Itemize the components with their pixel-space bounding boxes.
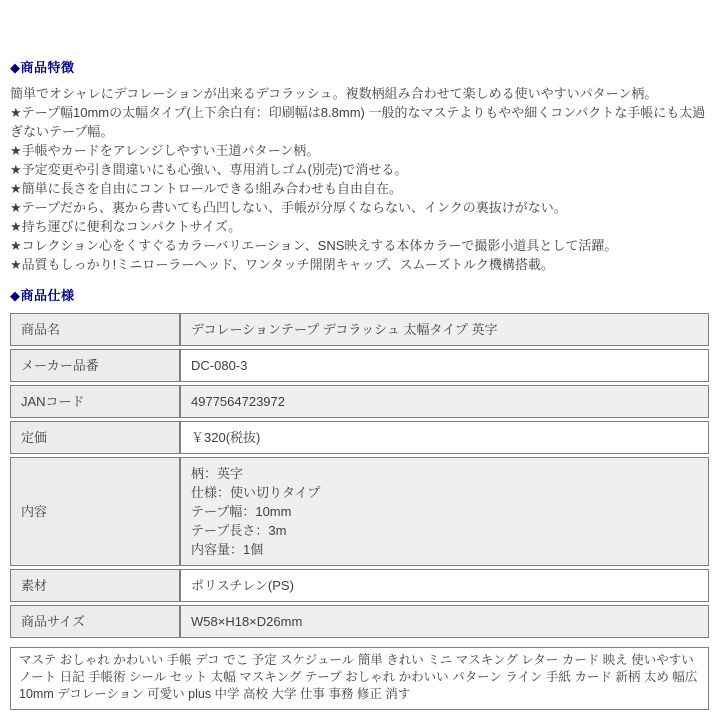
spec-label: JANコード [10,385,180,418]
table-row [10,349,709,382]
spec-label: 内容 [10,457,180,566]
feature-item: ★テープ幅10mmの太幅タイプ(上下余白有：印刷幅は8.8mm) 一般的なマステよりもやや細くコンパクトな手帳にも太過ぎないテープ幅。 [10,105,706,139]
feature-item: ★手帳やカードをアレンジしやすい王道パターン柄。 [10,143,320,158]
table-row [10,605,709,638]
spec-value: デコレーションテープ デコラッシュ 太幅タイプ 英字 [180,313,709,346]
spec-label: メーカー品番 [10,349,180,382]
table-row [10,385,709,418]
feature-item: ★コレクション心をくすぐるカラーバリエーション、SNS映えする本体カラーで撮影小道具として活躍。 [10,238,618,253]
spec-value-line: 柄：英字 [191,466,244,481]
spec-label: 定価 [10,421,180,454]
feature-item: ★持ち運びに便利なコンパクトサイズ。 [10,219,242,234]
feature-item: ★簡単に長さを自由にコントロールできる!組み合わせも自由自在。 [10,181,403,196]
keywords-box: マステ おしゃれ かわいい 手帳 デコ でこ 予定 スケジュール 簡単 きれい ミニ マスキング レター カード 映え 使いやすい ノート 日記 手帳術 シール セット 太幅 マスキング テープ おしゃれ かわいい パターン ライン 手紙 カード 新柄 太め 幅広 10mm デコレーション 可愛い plus 中学 高校 大学 仕事 事務 修正 消す [10,647,709,710]
table-row [10,313,709,346]
spec-value-line: テープ長さ：3m [191,523,287,538]
feature-item: ★品質もしっかり!ミニローラーヘッド、ワンタッチ開閉キャップ、スムーズトルク機構搭載。 [10,257,554,272]
spec-value: DC-080-3 [180,349,709,382]
spec-value [180,457,709,566]
spec-value-line: 仕様：使い切りタイプ [191,485,321,500]
spec-label: 商品サイズ [10,605,180,638]
spec-value-line: 内容量：1個 [191,542,264,557]
features-intro: 簡単でオシャレにデコレーションが出来るデコラッシュ。複数柄組み合わせて楽しめる使いやすいパターン柄。 [10,86,658,101]
table-row [10,569,709,602]
specs-table [10,310,709,641]
spec-value: W58×H18×D26mm [180,605,709,638]
feature-item: ★予定変更や引き間違いにも心強い、専用消しゴム(別売)で消せる。 [10,162,408,177]
spec-label: 素材 [10,569,180,602]
spec-value: ポリスチレン(PS) [180,569,709,602]
spec-value-line: テープ幅：10mm [191,504,292,519]
spec-value: ￥320(税抜) [180,421,709,454]
spec-label: 商品名 [10,313,180,346]
feature-item: ★テープだから、裏から書いても凸凹しない、手帳が分厚くならない、インクの裏抜けがない。 [10,200,567,215]
features-heading: ◆商品特徴 [10,60,75,75]
table-row [10,457,709,566]
specs-heading: ◆商品仕様 [10,288,75,303]
spec-value: 4977564723972 [180,385,709,418]
table-row [10,421,709,454]
